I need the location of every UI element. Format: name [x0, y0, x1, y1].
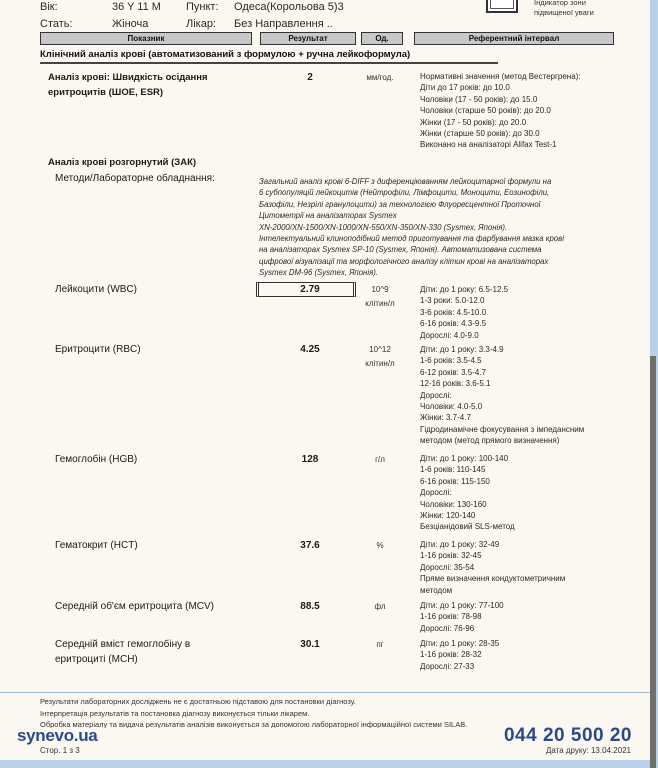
mch-result: 30.1	[300, 639, 320, 650]
sex-label: Стать:	[40, 18, 73, 30]
header-indicator: Показник	[40, 32, 252, 45]
ref-line: Чоловіки (17 - 50 років): до 15.0	[420, 94, 538, 104]
wbc-unit	[360, 283, 400, 311]
ref-line: Чоловіки (старше 50 років): до 20.0	[420, 106, 551, 116]
ref-line: Гідродинамічне фокусування з імпедансним	[420, 424, 585, 434]
ref-line: Безціанідовий SLS-метод	[420, 522, 515, 532]
name-line: еритроциті (MCH)	[55, 654, 138, 665]
section-divider	[40, 62, 498, 64]
ref-line: Жінки (старше 50 років): до 30.0	[420, 129, 540, 139]
footer-divider	[0, 692, 650, 693]
age-label: Вік:	[40, 1, 58, 13]
synevo-logo[interactable]: synevo.ua	[17, 726, 98, 745]
unit-line: клітин/л	[365, 359, 395, 368]
mch-name	[55, 637, 190, 667]
unit-line: 10^12	[369, 345, 391, 354]
ref-line: 6-16 років: 115-150	[420, 476, 490, 486]
method-line: 6 субпопуляцій лейкоцитів (Нейтрофіли, Лімфоцити, Моноцити, Еозинофіли,	[259, 188, 550, 198]
age-value: 36 Y 11 M	[112, 1, 161, 13]
ref-line: 1-3 роки: 5.0-12.0	[420, 296, 485, 306]
unit-line: пг	[376, 640, 384, 649]
indicator-line-1: Індикатор зони	[534, 0, 586, 7]
ref-line: Жінки (17 - 50 років): до 20.0	[420, 117, 527, 127]
ref-line: Діти до 17 років: до 10.0	[420, 83, 510, 93]
esr-name-line: еритроцитів (ШОЕ, ESR)	[48, 87, 164, 98]
hgb-result: 128	[301, 454, 319, 465]
wbc-reference	[420, 284, 508, 341]
esr-result: 2	[307, 72, 313, 83]
unit-line: клітин/л	[365, 299, 395, 308]
ref-line: 3-6 років: 4.5-10.0	[420, 307, 487, 317]
ref-line: Діти: до 1 року: 6.5-12.5	[420, 285, 509, 294]
disclaimer-line: Результати лабораторних досліджень не є достатньою підставою для постановки діагнозу.	[40, 697, 356, 706]
unit-line: фл	[374, 602, 386, 611]
hgb-reference	[420, 453, 515, 533]
disclaimer-line: Інтерпретація результатів та постановка діагнозу виконується тільки лікарем.	[40, 709, 310, 718]
unit-line: %	[376, 541, 384, 550]
rbc-result: 4.25	[300, 344, 320, 355]
page-bottom-band	[0, 760, 650, 768]
hct-reference	[420, 539, 565, 596]
name-line: Середній вміст гемоглобіну в	[55, 639, 191, 650]
hgb-unit	[360, 453, 400, 467]
ref-line: Чоловіки: 4.0-5.0	[420, 402, 483, 412]
ref-line: Діти: до 1 року: 3.3-4.9	[420, 345, 504, 354]
mcv-result: 88.5	[300, 601, 320, 612]
ref-line: методом	[420, 585, 453, 595]
cbc-title: Аналіз крові розгорнутий (ЗАК)	[48, 157, 197, 168]
ref-line: Дорослі:	[420, 390, 452, 400]
sex-value: Жіноча	[112, 18, 149, 30]
hct-name: Гематокрит (HCT)	[55, 540, 138, 551]
ref-line: 6-16 років: 4.3-9.5	[420, 319, 487, 329]
page-number: Стор. 1 з 3	[40, 746, 80, 755]
ref-line: 1-16 років: 28-32	[420, 650, 482, 660]
rbc-reference	[420, 344, 584, 447]
wbc-result: 2.79	[300, 284, 320, 295]
ref-line: Діти: до 1 року: 32-49	[420, 540, 500, 549]
phone-number[interactable]: 044 20 500 20	[503, 725, 632, 746]
ref-line: методом (метод прямого визначення)	[420, 436, 560, 446]
ref-line: Дорослі: 4.0-9.0	[420, 330, 479, 340]
method-line: Загальний аналіз крові 6-DIFF з диференціюванням лейкоцитарної формули на	[259, 177, 552, 186]
ref-line: Жінки: 3.7-4.7	[420, 413, 471, 423]
unit-line: г/л	[375, 455, 385, 464]
ref-line: 1-16 років: 32-45	[420, 551, 482, 561]
esr-reference	[420, 71, 581, 151]
hct-unit	[360, 539, 400, 553]
header-unit: Од.	[361, 32, 403, 45]
mcv-reference	[420, 600, 504, 634]
method-line: Базофіли, Незрілі гранулоцити) за технологією Флуоресцентної Проточної	[259, 199, 541, 209]
doctor-label: Лікар:	[186, 18, 217, 30]
methods-description	[259, 176, 564, 279]
print-date: Дата друку: 13.04.2021	[545, 746, 631, 755]
ref-line: Дорослі: 76-96	[420, 623, 475, 633]
point-value: Одеса(Корольова 5)3	[234, 1, 344, 13]
ref-line: Дорослі:	[420, 488, 452, 498]
hgb-name: Гемоглобін (HGB)	[55, 454, 138, 465]
ref-line: Жінки: 120-140	[420, 511, 476, 521]
header-reference: Референтний інтервал	[414, 32, 614, 45]
method-line: Sysmex DM-96 (Sysmex, Японія).	[259, 268, 379, 278]
disclaimer-line: Обробка матеріалу та видача результатів аналізів виконується за допомогою лабораторної інформаційної системи SILAB.	[40, 720, 468, 728]
ref-line: Дорослі: 35-54	[420, 562, 475, 572]
esr-name	[48, 70, 208, 100]
unit-line: 10^9	[371, 285, 389, 294]
wbc-name: Лейкоцити (WBC)	[55, 284, 138, 295]
method-line: Інтелектуальний клиноподібний метод приготування та фарбування мазка крові	[259, 234, 564, 244]
method-line: цифрової візуалізації та морфологічного аналізу клітин крові на аналізаторах	[259, 256, 549, 266]
ref-line: 1-6 років: 3.5-4.5	[420, 356, 482, 366]
esr-name-line: Аналіз крові: Швидкість осідання	[48, 72, 208, 83]
mcv-name: Середній об'єм еритроцита (MCV)	[55, 601, 214, 612]
ref-line: Діти: до 1 року: 77-100	[420, 601, 504, 610]
ref-line: 1-16 років: 78-98	[420, 612, 482, 622]
point-label: Пункт:	[186, 1, 219, 13]
header-result: Результат	[260, 32, 356, 45]
ref-line: Дорослі: 27-33	[420, 661, 475, 671]
mcv-unit	[360, 600, 400, 614]
ref-line: Пряме визначення кондуктометричним	[420, 574, 566, 584]
ref-line: Діти: до 1 року: 100-140	[420, 454, 509, 463]
method-line: на аналізаторах Sysmex SP-10 (Sysmex, Японія). Автоматизована система	[259, 245, 542, 255]
mch-unit	[360, 638, 400, 652]
ref-line: Чоловіки: 130-160	[420, 499, 487, 509]
section-title: Клінічний аналіз крові (автоматизований з формулою + ручна лейкоформула)	[40, 49, 411, 60]
scrollbar-thumb[interactable]	[650, 356, 656, 768]
ref-line: 1-6 років: 110-145	[420, 465, 486, 475]
mch-reference	[420, 638, 499, 672]
methods-label: Методи/Лабораторне обладнання:	[55, 173, 215, 184]
doctor-value: Без Направлення ..	[234, 18, 333, 30]
ref-line: Нормативні значення (метод Вестергрена):	[420, 72, 581, 81]
rbc-unit	[360, 343, 400, 371]
attention-indicator-legend	[534, 0, 594, 18]
rbc-name: Еритроцити (RBC)	[55, 344, 141, 355]
ref-line: Діти: до 1 року: 28-35	[420, 639, 500, 648]
esr-unit: мм/год.	[366, 73, 394, 82]
ref-line: 6-12 років: 3.5-4.7	[420, 367, 487, 377]
hct-result: 37.6	[300, 540, 320, 551]
method-line: XN-2000/XN-1500/XN-1000/XN-550/XN-350/XN-330 (Sysmex, Японія).	[259, 222, 508, 232]
attention-indicator-icon	[486, 0, 518, 13]
indicator-line-2: підвищеної уваги	[534, 8, 594, 17]
ref-line: Виконано на аналізаторі Alifax Test-1	[420, 140, 557, 150]
method-line: Цитометрії на аналізаторах Sysmex	[259, 211, 397, 221]
ref-line: 12-16 років: 3.6-5.1	[420, 379, 491, 389]
